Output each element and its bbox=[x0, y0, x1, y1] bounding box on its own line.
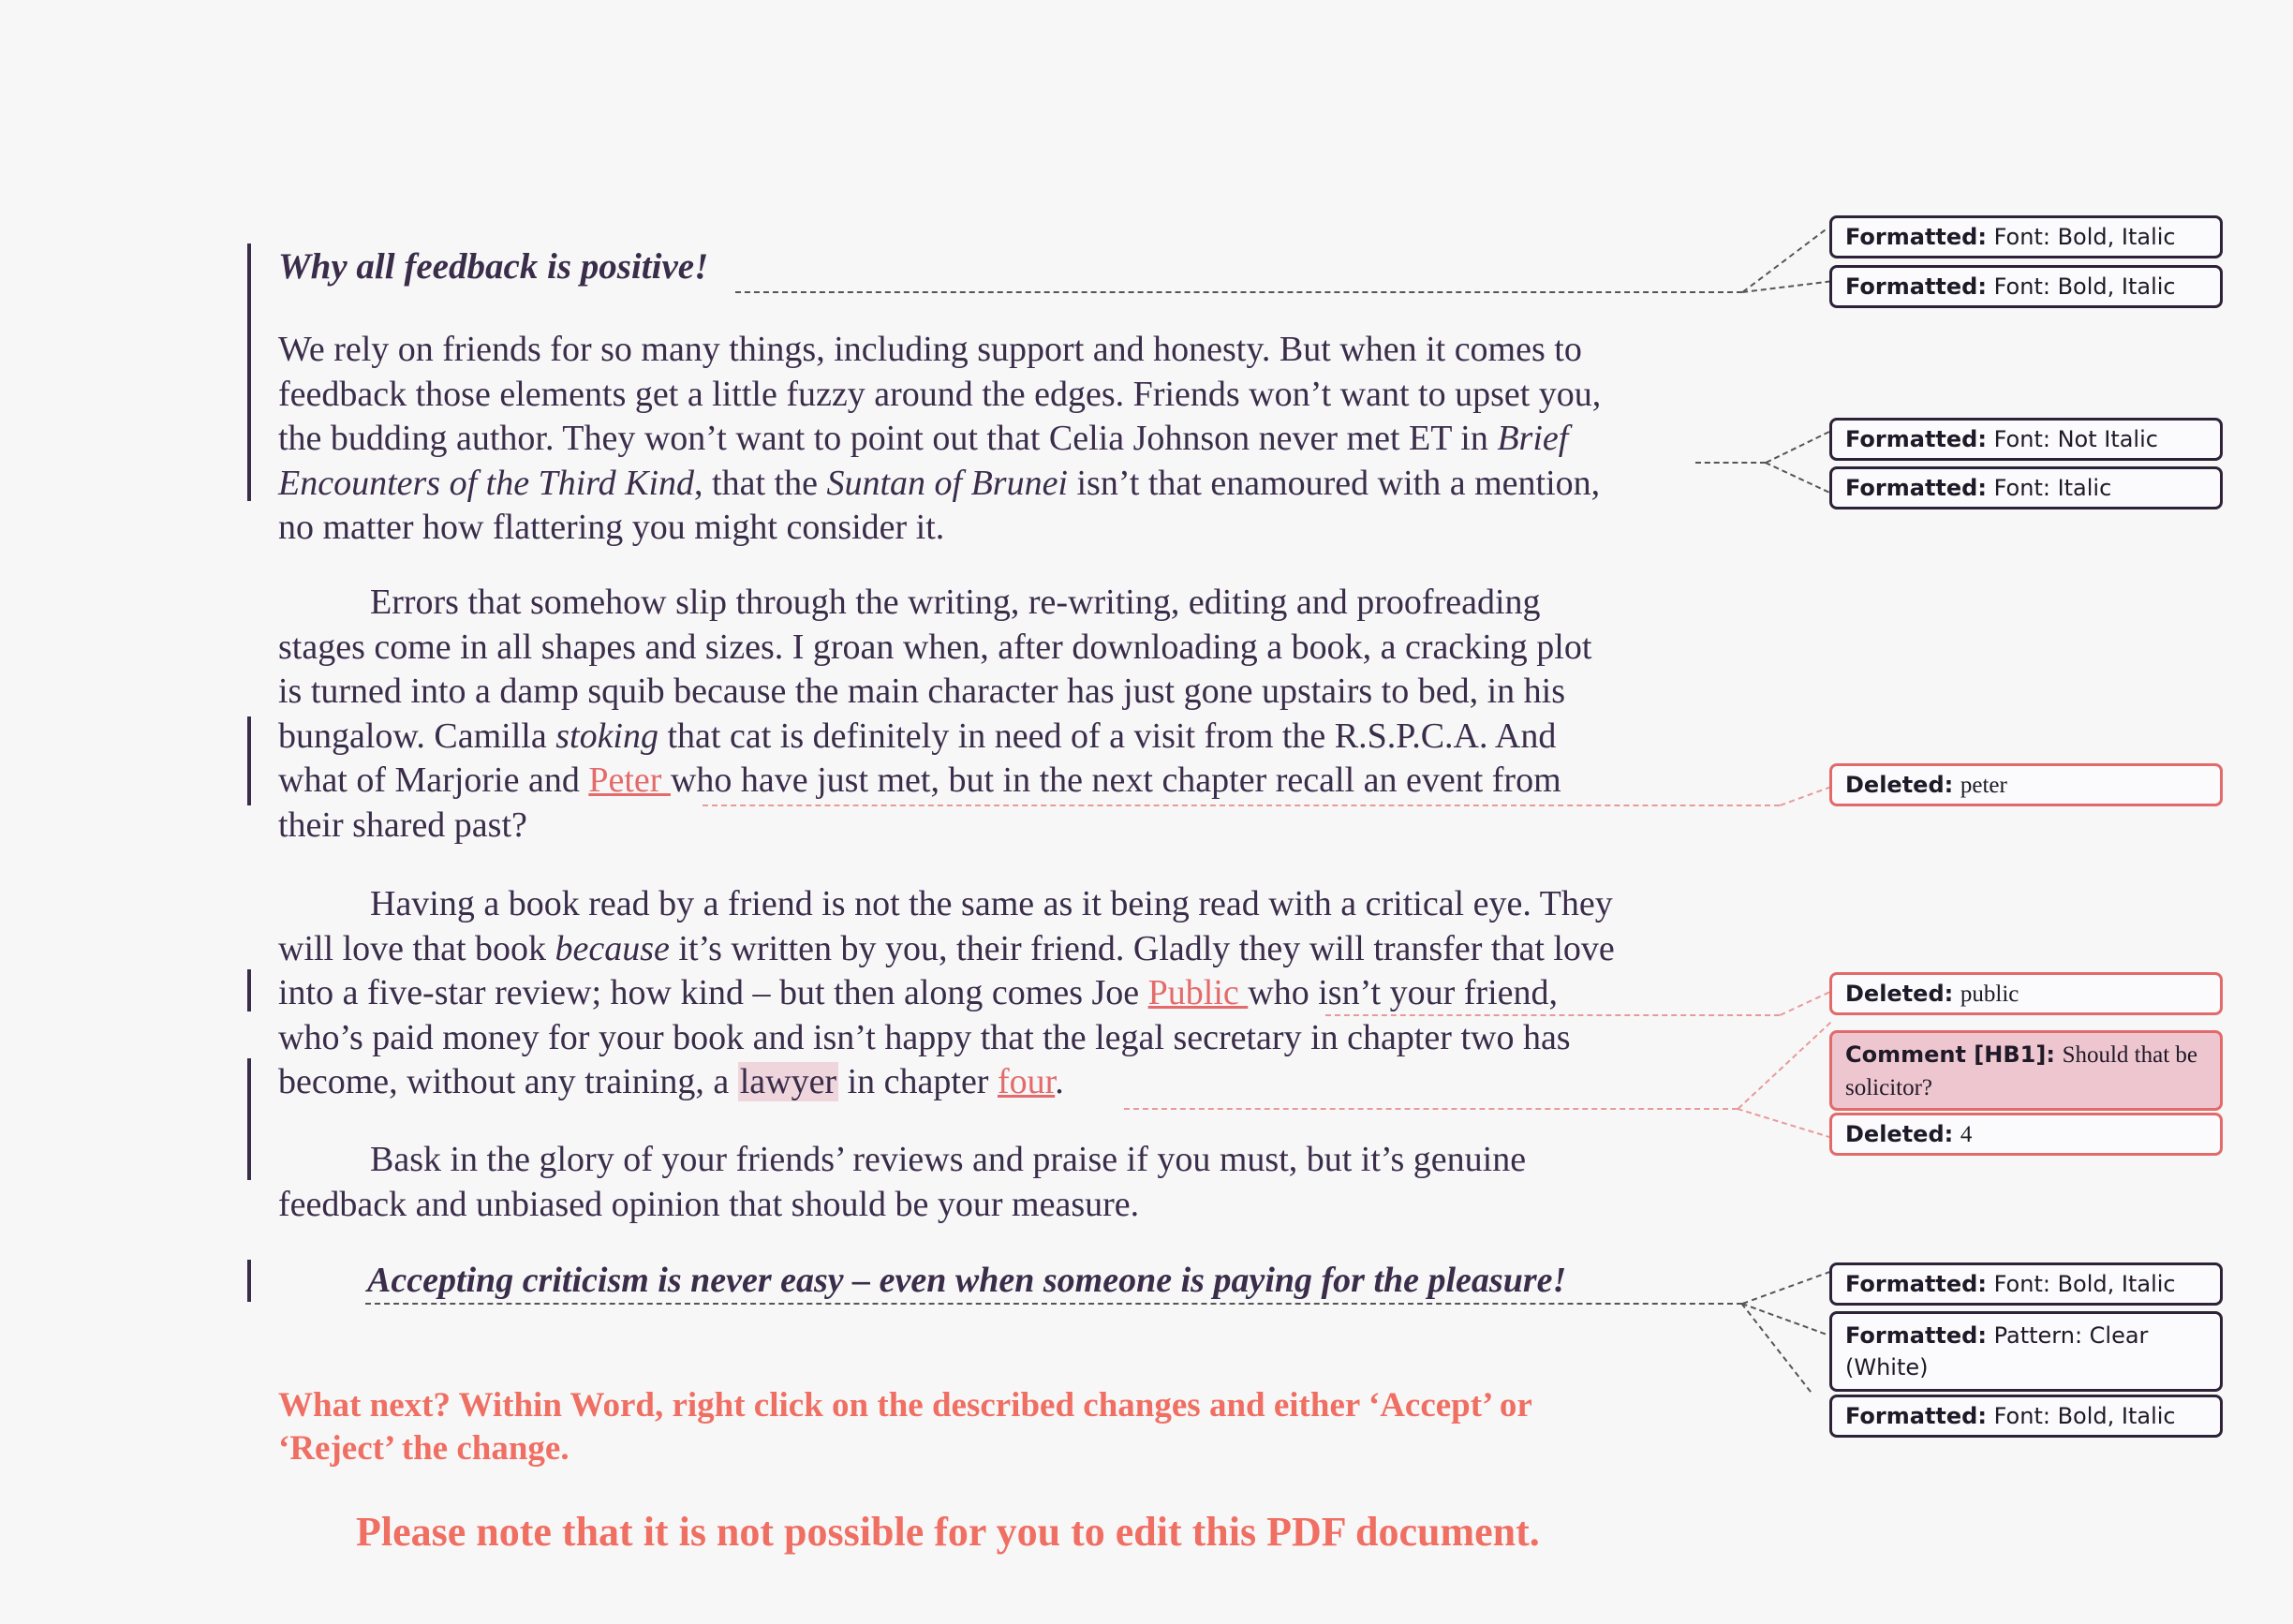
text-run: Bask in the glory of your friends’ reviews and praise if you must, but it’s genuine bbox=[370, 1140, 1527, 1179]
deleted-text[interactable]: Peter bbox=[588, 760, 671, 800]
text-run: Having a book read by a friend is not the same as it being read with a critical eye. They bbox=[370, 884, 1613, 923]
formatted-balloon[interactable]: Formatted: Font: Italic bbox=[1829, 466, 2223, 509]
text-line bbox=[278, 328, 1777, 373]
text-run: what of Marjorie and bbox=[278, 760, 589, 800]
text-run: that cat is definitely in need of a visit from the R.S.P.C.A. And bbox=[658, 716, 1557, 756]
formatted-balloon[interactable]: Formatted: Font: Not Italic bbox=[1829, 418, 2223, 461]
change-bar bbox=[247, 1058, 251, 1180]
commented-text[interactable]: lawyer bbox=[739, 1062, 837, 1101]
comment-balloon[interactable]: Comment [HB1]: Should that be solicitor? bbox=[1829, 1030, 2223, 1111]
formatted-balloon[interactable]: Formatted: Font: Bold, Italic bbox=[1829, 215, 2223, 258]
text-run: Brief bbox=[1497, 419, 1569, 458]
text-run: become, without any training, a bbox=[278, 1062, 738, 1101]
text-run: feedback and unbiased opinion that should be your measure. bbox=[278, 1184, 1140, 1224]
text-line bbox=[278, 1016, 1869, 1061]
text-run: Errors that somehow slip through the writing, re-writing, editing and proofreading bbox=[370, 583, 1541, 622]
text-line bbox=[278, 670, 1869, 715]
text-line bbox=[278, 715, 1869, 760]
text-run: . bbox=[1055, 1062, 1064, 1101]
text-line bbox=[278, 1183, 1869, 1228]
paragraph-2 bbox=[278, 581, 1869, 848]
connector-line bbox=[1737, 1108, 1831, 1139]
text-run: is turned into a damp squib because the main character has just gone upstairs to bed, in his bbox=[278, 672, 1565, 711]
change-bar bbox=[247, 716, 251, 805]
instruction-line: What next? Within Word, right click on the described changes and either ‘Accept’ or bbox=[278, 1386, 1532, 1425]
instruction-note bbox=[278, 1384, 1532, 1470]
leader-line bbox=[365, 1303, 1742, 1305]
text-run: their shared past? bbox=[278, 805, 527, 845]
text-run: who’s paid money for your book and isn’t happy that the legal secretary in chapter two has bbox=[278, 1017, 1571, 1057]
paragraph-4 bbox=[278, 1138, 1869, 1227]
text-line bbox=[370, 581, 1869, 626]
leader-line bbox=[735, 291, 1742, 293]
text-run: Encounters of the Third Kind bbox=[278, 463, 695, 503]
change-bar bbox=[247, 1260, 251, 1302]
leader-line bbox=[703, 805, 1780, 806]
text-line bbox=[278, 971, 1869, 1016]
formatted-balloon[interactable]: Formatted: Font: Bold, Italic bbox=[1829, 265, 2223, 308]
text-line bbox=[278, 462, 1777, 507]
connector-line bbox=[1742, 1271, 1831, 1305]
leader-line bbox=[1124, 1108, 1738, 1110]
deleted-text[interactable]: four bbox=[997, 1062, 1056, 1101]
text-run: in chapter bbox=[838, 1062, 998, 1101]
document-heading: Why all feedback is positive! bbox=[278, 246, 709, 287]
text-line bbox=[278, 804, 1869, 849]
text-line bbox=[278, 626, 1869, 671]
change-bar bbox=[247, 969, 251, 1011]
text-line bbox=[278, 759, 1869, 804]
text-run: We rely on friends for so many things, including support and honesty. But when it comes to bbox=[278, 330, 1582, 369]
text-run: , that the bbox=[694, 463, 827, 503]
formatted-balloon[interactable]: Formatted: Font: Bold, Italic bbox=[1829, 1395, 2223, 1438]
deleted-balloon[interactable]: Deleted: 4 bbox=[1829, 1113, 2223, 1156]
text-run: into a five-star review; how kind – but then along comes Joe bbox=[278, 973, 1148, 1012]
text-run: stoking bbox=[555, 716, 658, 756]
closing-line: Accepting criticism is never easy – even when someone is paying for the pleasure! bbox=[367, 1261, 1567, 1300]
text-run: no matter how flattering you might consider it. bbox=[278, 508, 945, 547]
formatted-balloon[interactable]: Formatted: Pattern: Clear (White) bbox=[1829, 1311, 2223, 1392]
deleted-text[interactable]: Public bbox=[1147, 973, 1249, 1012]
deleted-balloon[interactable]: Deleted: peter bbox=[1829, 763, 2223, 806]
deleted-balloon[interactable]: Deleted: public bbox=[1829, 972, 2223, 1015]
text-run: feedback those elements get a little fuzzy around the edges. Friends won’t want to upset you, bbox=[278, 374, 1602, 414]
text-run: will love that book bbox=[278, 928, 555, 968]
text-line bbox=[278, 1060, 1869, 1105]
leader-line bbox=[1325, 1014, 1780, 1016]
text-run: isn’t that enamoured with a mention, bbox=[1068, 463, 1601, 503]
text-run: because bbox=[555, 928, 670, 968]
change-bar bbox=[247, 244, 251, 501]
text-line bbox=[278, 927, 1869, 972]
text-line bbox=[278, 506, 1777, 551]
text-line bbox=[278, 373, 1777, 418]
text-run: bungalow. Camilla bbox=[278, 716, 556, 756]
paragraph-3 bbox=[278, 882, 1869, 1105]
instruction-line: ‘Reject’ the change. bbox=[278, 1429, 570, 1468]
text-run: stages come in all shapes and sizes. I groan when, after downloading a book, a cracking plot bbox=[278, 627, 1592, 667]
text-line bbox=[370, 882, 1869, 927]
text-run: the budding author. They won’t want to point out that Celia Johnson never met ET in bbox=[278, 419, 1498, 458]
text-line bbox=[370, 1138, 1869, 1183]
leader-line bbox=[1695, 462, 1766, 464]
text-run: Suntan of Brunei bbox=[826, 463, 1068, 503]
text-run: who isn’t your friend, bbox=[1248, 973, 1558, 1012]
pdf-note: Please note that it is not possible for you to edit this PDF document. bbox=[356, 1509, 1540, 1555]
text-run: who have just met, but in the next chapter recall an event from bbox=[670, 760, 1561, 800]
text-run: it’s written by you, their friend. Gladly they will transfer that love bbox=[669, 928, 1615, 968]
paragraph-1 bbox=[278, 328, 1777, 551]
formatted-balloon[interactable]: Formatted: Font: Bold, Italic bbox=[1829, 1262, 2223, 1306]
text-line bbox=[278, 417, 1777, 462]
